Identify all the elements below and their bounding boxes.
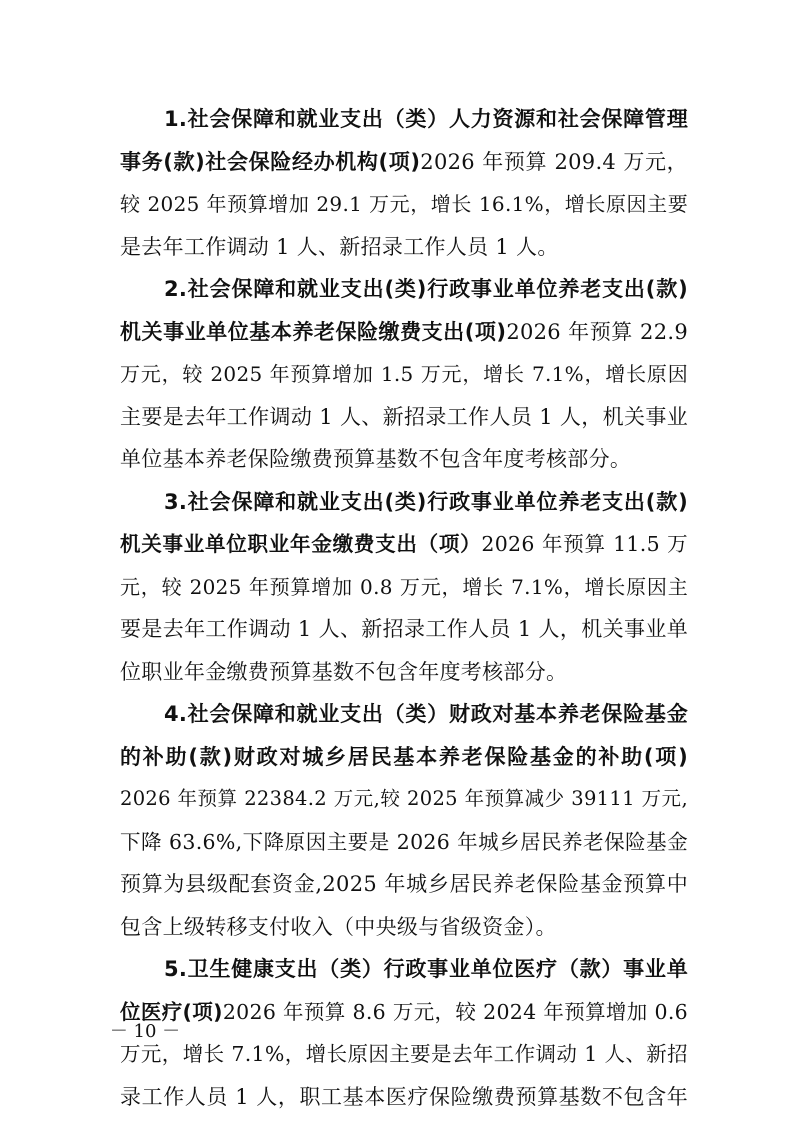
text-line	[120, 948, 688, 991]
body-text: 是去年工作调动 1 人、新招录工作人员 1 人。	[120, 234, 559, 259]
item-heading: 5.卫生健康支出（类）行政事业单位医疗（款）事业单	[164, 957, 688, 981]
item-heading: 2.社会保障和就业支出(类)行政事业单位养老支出(款)	[164, 277, 688, 301]
item-heading: 位医疗(项)	[120, 999, 223, 1024]
body-text: 万元，增长 7.1%，增长原因主要是去年工作调动 1 人、新招	[120, 1042, 688, 1066]
text-line	[120, 98, 688, 141]
text-line	[120, 1076, 688, 1119]
item-heading: 事务(款)社会保险经办机构(项)	[120, 149, 421, 174]
text-line	[120, 863, 688, 906]
item-heading: 机关事业单位基本养老保险缴费支出(项)	[120, 319, 507, 344]
body-text: 2026 年预算 209.4 万元，	[420, 149, 688, 174]
item-heading: 3.社会保障和就业支出(类)行政事业单位养老支出(款)	[164, 489, 688, 514]
page-number: － 10 －	[109, 1021, 181, 1042]
body-text: 较 2025 年预算增加 29.1 万元，增长 16.1%，增长原因主要	[120, 192, 688, 216]
text-line	[120, 906, 688, 949]
body-text: 要是去年工作调动 1 人、新招录工作人员 1 人，机关事业单	[120, 617, 688, 641]
item-heading: 1.社会保障和就业支出（类）人力资源和社会保障管理	[164, 107, 688, 131]
text-line	[120, 396, 688, 439]
body-text: 位职业年金缴费预算基数不包含年度考核部分。	[120, 659, 568, 684]
body-text: 2026 年预算 22384.2 万元,较 2025 年预算减少 39111 万元,	[120, 787, 688, 810]
body-text: 下降 63.6%,下降原因主要是 2026 年城乡居民养老保险基金	[120, 829, 688, 854]
text-line	[120, 651, 688, 694]
text-line	[120, 523, 688, 566]
body-text: 元，较 2025 年预算增加 0.8 万元，增长 7.1%，增长原因主	[120, 574, 688, 599]
paragraph-basic-pension-contribution	[120, 268, 688, 481]
text-line	[120, 481, 688, 524]
text-line	[120, 566, 688, 609]
text-line	[120, 693, 688, 736]
body-text: 万元，较 2025 年预算增加 1.5 万元，增长 7.1%，增长原因	[120, 362, 688, 386]
body-text: 包含上级转移支付收入（中央级与省级资金）。	[120, 914, 557, 939]
document-body	[120, 98, 688, 1118]
body-text: 主要是去年工作调动 1 人、新招录工作人员 1 人，机关事业	[120, 404, 688, 429]
item-heading: 机关事业单位职业年金缴费支出（项）	[120, 532, 482, 556]
body-text: 预算为县级配套资金,2025 年城乡居民养老保险基金预算中	[120, 872, 688, 896]
text-line	[120, 353, 688, 396]
text-line	[120, 183, 688, 226]
paragraph-social-insurance-agency	[120, 98, 688, 268]
body-text: 单位基本养老保险缴费预算基数不包含年度考核部分。	[120, 447, 632, 471]
body-text: 2026 年预算 11.5 万	[481, 532, 688, 556]
text-line	[120, 821, 688, 864]
body-text: 2026 年预算 8.6 万元，较 2024 年预算增加 0.6	[222, 999, 688, 1024]
item-heading: 4.社会保障和就业支出（类）财政对基本养老保险基金	[164, 702, 688, 726]
text-line	[120, 438, 688, 481]
text-line	[120, 226, 688, 269]
text-line	[120, 736, 688, 779]
text-line	[120, 608, 688, 651]
body-text: 2026 年预算 22.9	[506, 319, 688, 344]
text-line	[120, 311, 688, 354]
text-line	[120, 141, 688, 184]
paragraph-occupational-annuity	[120, 481, 688, 694]
text-line	[120, 778, 688, 821]
item-heading: 的补助(款)财政对城乡居民基本养老保险基金的补助(项)	[120, 744, 688, 769]
body-text: 录工作人员 1 人，职工基本医疗保险缴费预算基数不包含年	[120, 1084, 688, 1109]
paragraph-resident-pension-subsidy	[120, 693, 688, 948]
text-line	[120, 268, 688, 311]
